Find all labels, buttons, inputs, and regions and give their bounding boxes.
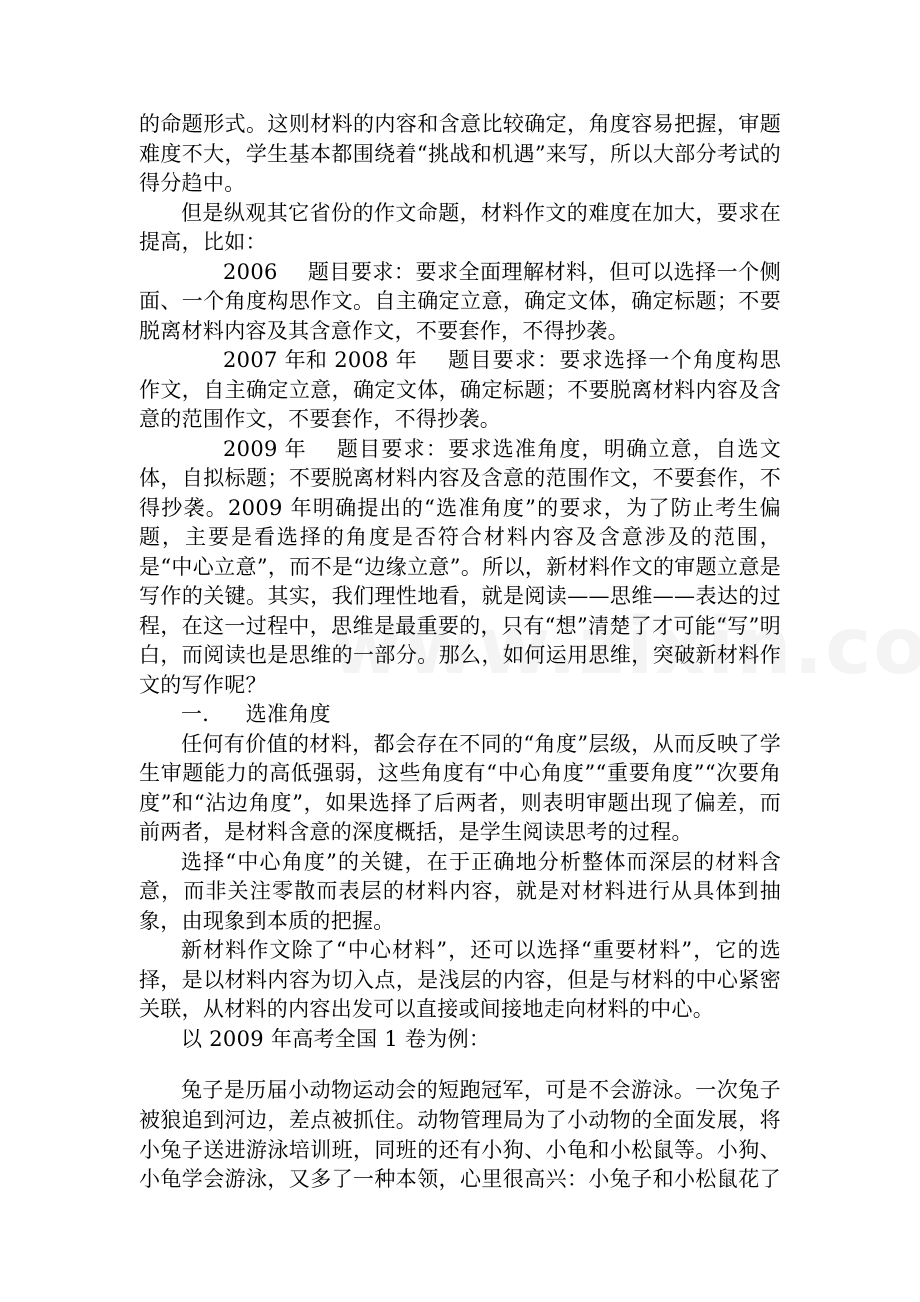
year-label-2009: 2009 年 xyxy=(223,436,306,461)
paragraph-2006 xyxy=(139,258,781,347)
requirement-2007-2008: 题目要求：要求选择一个角度构思作文，自主确定立意，确定文体，确定标题；不要脱离材料内容及含意的范围作文，不要套作，不得抄袭。 xyxy=(139,348,781,431)
paragraph-2: 但是纵观其它省份的作文命题，材料作文的难度在加大，要求在提高，比如： xyxy=(139,200,781,254)
paragraph-angles: 任何有价值的材料，都会存在不同的“角度”层级，从而反映了学生审题能力的高低强弱，这些角度有“中心角度”“重要角度”“次要角度”和“沾边角度”，如果选择了后两者，则表明审题出现了偏差，而前两者，是材料含意的深度概括，是学生阅读思考的过程。 xyxy=(139,731,781,844)
story-excerpt: 兔子是历届小动物运动会的短跑冠军，可是不会游泳。一次兔子被狼追到河边，差点被抓住。动物管理局为了小动物的全面发展，将小兔子送进游泳培训班，同班的还有小狗、小龟和小松鼠等。小狗、小龟学会游泳，又多了一种本领，心里很高兴：小兔子和小松鼠花了 xyxy=(139,1078,781,1192)
document-page xyxy=(139,110,781,1195)
requirement-2009: 题目要求：要求选准角度，明确立意，自选文体，自拟标题；不要脱离材料内容及含意的范围作文，不要套作，不得抄袭。2009 年明确提出的“选准角度”的要求，为了防止考生偏题，主要是看选择的角度是否符合材料内容及含意涉及的范围，是“中心立意”，而不是“边缘立意”。所以，新材料作文的审题立意是写作的关键。其实，我们理性地看，就是阅读——思维——表达的过程，在这一过程中，思维是最重要的，只有“想”清楚了才可能“写”明白，而阅读也是思维的一部分。那么，如何运用思维，突破新材料作文的写作呢？ xyxy=(139,436,781,697)
paragraph-center-angle: 选择“中心角度”的关键，在于正确地分析整体而深层的材料含意，而非关注零散而表层的材料内容，就是对材料进行从具体到抽象，由现象到本质的把握。 xyxy=(139,849,781,933)
section-title: 选准角度 xyxy=(245,702,331,726)
paragraph-new-material: 新材料作文除了“中心材料”，还可以选择“重要材料”，它的选择，是以材料内容为切入点，是浅层的内容，但是与材料的中心紧密关联，从材料的内容出发可以直接或间接地走向材料的中心。 xyxy=(139,938,781,1021)
paragraph-1: 的命题形式。这则材料的内容和含意比较确定，角度容易把握，审题难度不大，学生基本都围绕着“挑战和机遇”来写，所以大部分考试的得分趋中。 xyxy=(139,112,781,195)
spacer xyxy=(139,1054,781,1076)
requirement-2006: 题目要求：要求全面理解材料，但可以选择一个侧面、一个角度构思作文。自主确定立意，确定文体，确定标题；不要脱离材料内容及其含意作文，不要套作，不得抄袭。 xyxy=(139,259,781,343)
section-heading xyxy=(139,700,781,730)
paragraph-example-intro: 以 2009 年高考全国 1 卷为例： xyxy=(181,1026,491,1051)
year-label-2006: 2006 xyxy=(223,259,278,284)
paragraph-2007-2008 xyxy=(139,346,781,435)
year-label-2007-2008: 2007 年和 2008 年 xyxy=(223,348,418,372)
paragraph-2009 xyxy=(139,435,781,701)
section-number: 一． xyxy=(181,702,224,726)
